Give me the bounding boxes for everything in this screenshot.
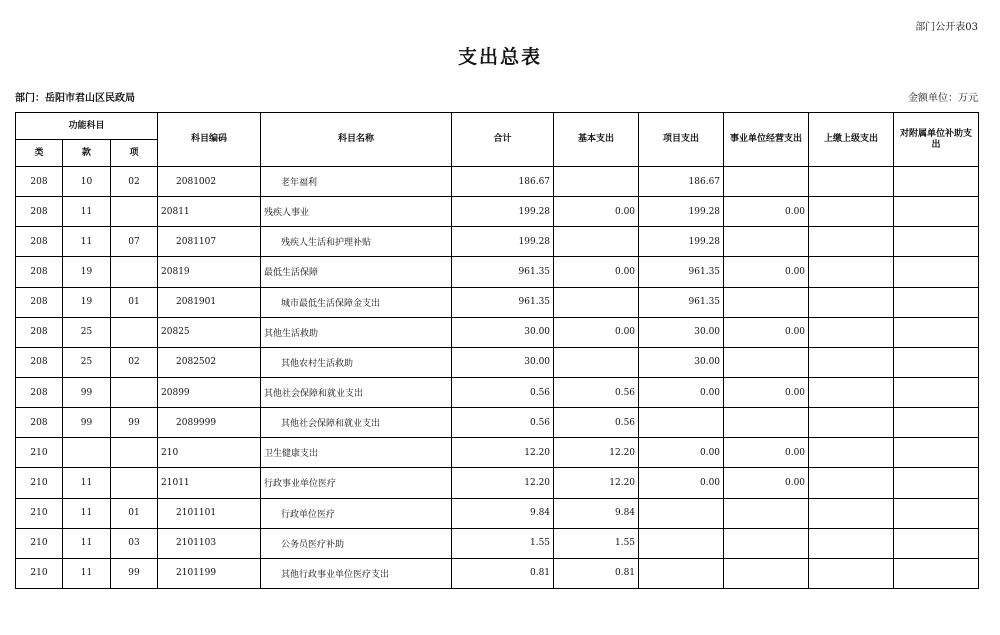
cell-kuan bbox=[63, 438, 111, 468]
cell-upper bbox=[809, 287, 894, 317]
cell-lei: 210 bbox=[16, 558, 63, 588]
cell-subsidy bbox=[894, 197, 979, 227]
cell-kuan: 11 bbox=[63, 528, 111, 558]
table-row bbox=[16, 528, 979, 558]
cell-lei: 208 bbox=[16, 377, 63, 407]
cell-upper bbox=[809, 377, 894, 407]
header-code: 科目编码 bbox=[158, 113, 261, 167]
cell-lei: 208 bbox=[16, 287, 63, 317]
cell-lei: 208 bbox=[16, 408, 63, 438]
cell-name: 公务员医疗补助 bbox=[261, 528, 452, 558]
expenditure-table bbox=[15, 112, 979, 589]
cell-project: 0.00 bbox=[639, 438, 724, 468]
cell-subsidy bbox=[894, 377, 979, 407]
cell-kuan: 11 bbox=[63, 227, 111, 257]
cell-upper bbox=[809, 558, 894, 588]
cell-lei: 208 bbox=[16, 257, 63, 287]
cell-code: 2089999 bbox=[158, 408, 261, 438]
cell-subsidy bbox=[894, 408, 979, 438]
table-row bbox=[16, 167, 979, 197]
cell-xiang: 99 bbox=[111, 408, 158, 438]
cell-business: 0.00 bbox=[724, 317, 809, 347]
cell-name: 行政单位医疗 bbox=[261, 498, 452, 528]
cell-basic bbox=[554, 167, 639, 197]
table-row bbox=[16, 347, 979, 377]
header-total: 合计 bbox=[452, 113, 554, 167]
cell-project bbox=[639, 528, 724, 558]
cell-xiang bbox=[111, 468, 158, 498]
cell-subsidy bbox=[894, 438, 979, 468]
cell-basic bbox=[554, 287, 639, 317]
cell-basic: 12.20 bbox=[554, 438, 639, 468]
cell-kuan: 10 bbox=[63, 167, 111, 197]
cell-kuan: 99 bbox=[63, 377, 111, 407]
cell-business: 0.00 bbox=[724, 438, 809, 468]
cell-kuan: 11 bbox=[63, 558, 111, 588]
cell-total: 12.20 bbox=[452, 468, 554, 498]
cell-total: 961.35 bbox=[452, 257, 554, 287]
cell-lei: 208 bbox=[16, 317, 63, 347]
table-row bbox=[16, 227, 979, 257]
cell-total: 30.00 bbox=[452, 317, 554, 347]
cell-xiang bbox=[111, 197, 158, 227]
cell-subsidy bbox=[894, 468, 979, 498]
header-kuan: 款 bbox=[63, 140, 111, 167]
cell-lei: 210 bbox=[16, 498, 63, 528]
cell-business: 0.00 bbox=[724, 197, 809, 227]
cell-basic: 0.81 bbox=[554, 558, 639, 588]
cell-business bbox=[724, 498, 809, 528]
unit-label: 金额单位：万元 bbox=[908, 93, 978, 104]
cell-business bbox=[724, 287, 809, 317]
cell-code: 20899 bbox=[158, 377, 261, 407]
table-row bbox=[16, 287, 979, 317]
cell-business bbox=[724, 347, 809, 377]
cell-total: 961.35 bbox=[452, 287, 554, 317]
cell-code: 20825 bbox=[158, 317, 261, 347]
cell-total: 1.55 bbox=[452, 528, 554, 558]
cell-total: 0.56 bbox=[452, 377, 554, 407]
cell-project: 961.35 bbox=[639, 257, 724, 287]
cell-kuan: 19 bbox=[63, 257, 111, 287]
cell-basic: 0.00 bbox=[554, 317, 639, 347]
cell-business bbox=[724, 408, 809, 438]
cell-business bbox=[724, 558, 809, 588]
cell-xiang: 01 bbox=[111, 287, 158, 317]
cell-name: 其他社会保障和就业支出 bbox=[261, 408, 452, 438]
header-name: 科目名称 bbox=[261, 113, 452, 167]
table-row bbox=[16, 468, 979, 498]
cell-kuan: 11 bbox=[63, 197, 111, 227]
cell-upper bbox=[809, 528, 894, 558]
cell-xiang bbox=[111, 377, 158, 407]
cell-total: 9.84 bbox=[452, 498, 554, 528]
cell-xiang: 02 bbox=[111, 347, 158, 377]
cell-name: 残疾人生活和护理补贴 bbox=[261, 227, 452, 257]
header-project: 项目支出 bbox=[639, 113, 724, 167]
cell-subsidy bbox=[894, 317, 979, 347]
table-row bbox=[16, 197, 979, 227]
table-row bbox=[16, 558, 979, 588]
cell-total: 199.28 bbox=[452, 227, 554, 257]
cell-business: 0.00 bbox=[724, 377, 809, 407]
cell-upper bbox=[809, 197, 894, 227]
form-code: 部门公开表03 bbox=[915, 22, 978, 33]
cell-subsidy bbox=[894, 498, 979, 528]
header-basic: 基本支出 bbox=[554, 113, 639, 167]
cell-kuan: 99 bbox=[63, 408, 111, 438]
header-lei: 类 bbox=[16, 140, 63, 167]
cell-business bbox=[724, 167, 809, 197]
cell-upper bbox=[809, 317, 894, 347]
cell-xiang bbox=[111, 317, 158, 347]
cell-code: 20819 bbox=[158, 257, 261, 287]
cell-upper bbox=[809, 438, 894, 468]
cell-upper bbox=[809, 408, 894, 438]
cell-kuan: 11 bbox=[63, 468, 111, 498]
cell-name: 其他农村生活救助 bbox=[261, 347, 452, 377]
cell-name: 城市最低生活保障金支出 bbox=[261, 287, 452, 317]
header-subsidy: 对附属单位补助支出 bbox=[894, 113, 979, 167]
cell-total: 30.00 bbox=[452, 347, 554, 377]
cell-name: 其他生活救助 bbox=[261, 317, 452, 347]
cell-project: 199.28 bbox=[639, 197, 724, 227]
cell-total: 0.56 bbox=[452, 408, 554, 438]
cell-subsidy bbox=[894, 167, 979, 197]
cell-lei: 208 bbox=[16, 347, 63, 377]
cell-business bbox=[724, 227, 809, 257]
cell-basic: 9.84 bbox=[554, 498, 639, 528]
cell-code: 2081002 bbox=[158, 167, 261, 197]
table-row bbox=[16, 377, 979, 407]
cell-xiang: 02 bbox=[111, 167, 158, 197]
cell-code: 21011 bbox=[158, 468, 261, 498]
cell-xiang bbox=[111, 438, 158, 468]
cell-kuan: 25 bbox=[63, 347, 111, 377]
cell-business: 0.00 bbox=[724, 468, 809, 498]
cell-xiang: 07 bbox=[111, 227, 158, 257]
cell-code: 2082502 bbox=[158, 347, 261, 377]
header-business: 事业单位经营支出 bbox=[724, 113, 809, 167]
cell-subsidy bbox=[894, 227, 979, 257]
cell-subsidy bbox=[894, 257, 979, 287]
table-row bbox=[16, 498, 979, 528]
cell-name: 卫生健康支出 bbox=[261, 438, 452, 468]
cell-basic: 12.20 bbox=[554, 468, 639, 498]
cell-basic bbox=[554, 227, 639, 257]
cell-project bbox=[639, 558, 724, 588]
cell-name: 最低生活保障 bbox=[261, 257, 452, 287]
cell-project: 0.00 bbox=[639, 377, 724, 407]
cell-upper bbox=[809, 257, 894, 287]
cell-code: 2081901 bbox=[158, 287, 261, 317]
cell-project: 30.00 bbox=[639, 317, 724, 347]
cell-project: 0.00 bbox=[639, 468, 724, 498]
cell-project: 199.28 bbox=[639, 227, 724, 257]
header-xiang: 项 bbox=[111, 140, 158, 167]
cell-lei: 210 bbox=[16, 438, 63, 468]
cell-lei: 210 bbox=[16, 468, 63, 498]
cell-xiang: 99 bbox=[111, 558, 158, 588]
cell-lei: 208 bbox=[16, 197, 63, 227]
cell-project bbox=[639, 408, 724, 438]
cell-basic bbox=[554, 347, 639, 377]
cell-subsidy bbox=[894, 287, 979, 317]
cell-kuan: 11 bbox=[63, 498, 111, 528]
cell-code: 2101101 bbox=[158, 498, 261, 528]
cell-total: 199.28 bbox=[452, 197, 554, 227]
cell-name: 残疾人事业 bbox=[261, 197, 452, 227]
cell-upper bbox=[809, 227, 894, 257]
cell-project bbox=[639, 498, 724, 528]
cell-name: 其他社会保障和就业支出 bbox=[261, 377, 452, 407]
cell-basic: 0.00 bbox=[554, 257, 639, 287]
cell-basic: 0.56 bbox=[554, 377, 639, 407]
table-row bbox=[16, 408, 979, 438]
cell-code: 210 bbox=[158, 438, 261, 468]
cell-name: 行政事业单位医疗 bbox=[261, 468, 452, 498]
cell-basic: 0.56 bbox=[554, 408, 639, 438]
cell-upper bbox=[809, 468, 894, 498]
cell-lei: 208 bbox=[16, 227, 63, 257]
cell-xiang bbox=[111, 257, 158, 287]
cell-project: 961.35 bbox=[639, 287, 724, 317]
cell-subsidy bbox=[894, 347, 979, 377]
cell-code: 20811 bbox=[158, 197, 261, 227]
cell-total: 0.81 bbox=[452, 558, 554, 588]
page-title: 支出总表 bbox=[457, 46, 542, 68]
cell-kuan: 25 bbox=[63, 317, 111, 347]
cell-upper bbox=[809, 347, 894, 377]
table-row bbox=[16, 257, 979, 287]
cell-upper bbox=[809, 167, 894, 197]
cell-kuan: 19 bbox=[63, 287, 111, 317]
cell-business bbox=[724, 528, 809, 558]
cell-name: 老年福利 bbox=[261, 167, 452, 197]
table-row bbox=[16, 438, 979, 468]
cell-xiang: 01 bbox=[111, 498, 158, 528]
cell-name: 其他行政事业单位医疗支出 bbox=[261, 558, 452, 588]
cell-upper bbox=[809, 498, 894, 528]
cell-business: 0.00 bbox=[724, 257, 809, 287]
cell-basic: 0.00 bbox=[554, 197, 639, 227]
cell-xiang: 03 bbox=[111, 528, 158, 558]
cell-lei: 210 bbox=[16, 528, 63, 558]
cell-lei: 208 bbox=[16, 167, 63, 197]
cell-project: 186.67 bbox=[639, 167, 724, 197]
table-row bbox=[16, 317, 979, 347]
header-upper: 上缴上级支出 bbox=[809, 113, 894, 167]
cell-total: 12.20 bbox=[452, 438, 554, 468]
department-label: 部门：岳阳市君山区民政局 bbox=[15, 93, 135, 104]
cell-total: 186.67 bbox=[452, 167, 554, 197]
cell-code: 2101103 bbox=[158, 528, 261, 558]
cell-project: 30.00 bbox=[639, 347, 724, 377]
cell-basic: 1.55 bbox=[554, 528, 639, 558]
cell-code: 2101199 bbox=[158, 558, 261, 588]
header-function-subject: 功能科目 bbox=[16, 113, 158, 140]
cell-subsidy bbox=[894, 528, 979, 558]
cell-subsidy bbox=[894, 558, 979, 588]
cell-code: 2081107 bbox=[158, 227, 261, 257]
